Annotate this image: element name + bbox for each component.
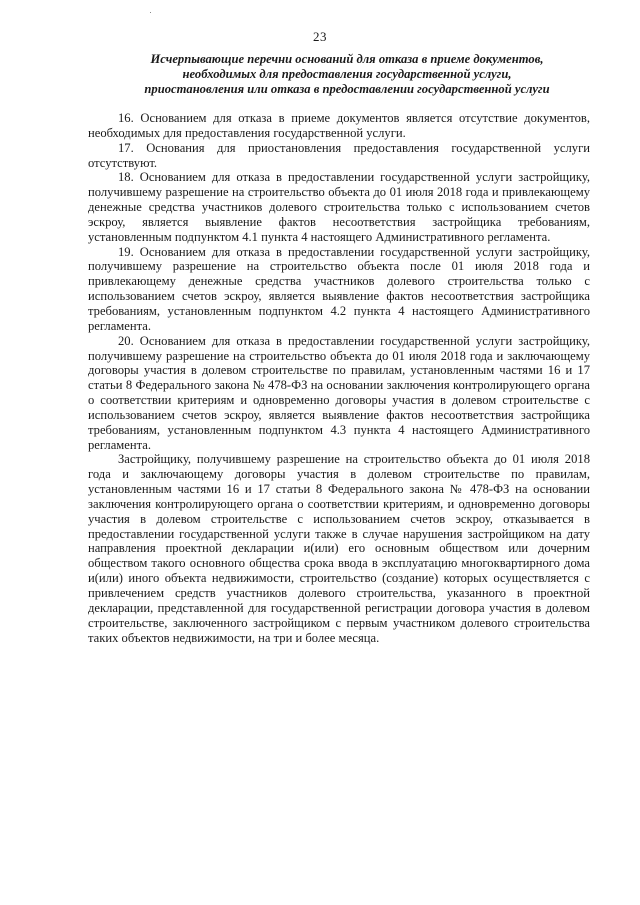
document-body <box>88 111 590 645</box>
scan-speck <box>150 12 151 13</box>
paragraph-16: 16. Основанием для отказа в приеме документов является отсутствие документов, необходимых для предоставления государственной услуги. <box>88 111 590 140</box>
paragraph-19: 19. Основанием для отказа в предоставлении государственной услуги застройщику, получившему разрешение на строительство объекта после 01 июля 2018 года и привлекающему денежные средства участников долевого строительства только с использованием счетов эскроу, является выявление фактов несоответствия застройщика требованиям, установленным подпунктом 4.2 пункта 4 настоящего Административного регламента. <box>88 244 590 333</box>
paragraph-17: 17. Основания для приостановления предоставления государственной услуги отсутствуют. <box>88 140 590 170</box>
heading-line: Исчерпывающие перечни оснований для отказа в приеме документов, <box>150 52 544 66</box>
section-heading <box>104 52 590 97</box>
paragraph-developer: Застройщику, получившему разрешение на строительство объекта до 01 июля 2018 года и заключающему договоры участия в долевом строительстве по правилам, установленным частями 16 и 17 статьи 8 Федерального закона № 478-ФЗ на основании заключения контролирующего органа о соответствии критериям, и одновременно договоры участия в долевом строительстве с использованием счетов эскроу, отказывается в предоставлении государственной услуги также в случае нарушения застройщиком на дату направления проектной декларации и(или) его основным обществом или дочерним обществом такого основного общества срока ввода в эксплуатацию многоквартирного дома и(или) иного объекта недвижимости, строительство (создание) которых осуществляется с привлечением средств участников долевого строительства, указанного в проектной декларации, представленной для государственной регистрации договора участия в долевом строительстве, заключенного застройщиком с первым участником долевого строительства таких объектов недвижимости, на три и более месяца. <box>88 452 590 645</box>
heading-line: необходимых для предоставления государственной услуги, <box>182 67 512 81</box>
heading-line: приостановления или отказа в предоставлении государственной услуги <box>144 82 550 96</box>
paragraph-20: 20. Основанием для отказа в предоставлении государственной услуги застройщику, получившему разрешение на строительство объекта до 01 июля 2018 года и заключающему договоры участия в долевом строительстве по правилам, установленным частями 16 и 17 статьи 8 Федерального закона № 478-ФЗ на основании заключения контролирующего органа о соответствии критериям и одновременно договоры участия в долевом строительстве с использованием счетов эскроу, является выявление фактов несоответствия застройщика требованиям, установленным подпунктом 4.3 пункта 4 настоящего Административного регламента. <box>88 333 590 452</box>
paragraph-18: 18. Основанием для отказа в предоставлении государственной услуги застройщику, получившему разрешение на строительство объекта до 01 июля 2018 года и привлекающему денежные средства участников долевого строительства только с использованием счетов эскроу, является выявление фактов несоответствия застройщика требованиям, установленным подпунктом 4.1 пункта 4 настоящего Административного регламента. <box>88 170 590 244</box>
page-number: 23 <box>313 29 327 44</box>
